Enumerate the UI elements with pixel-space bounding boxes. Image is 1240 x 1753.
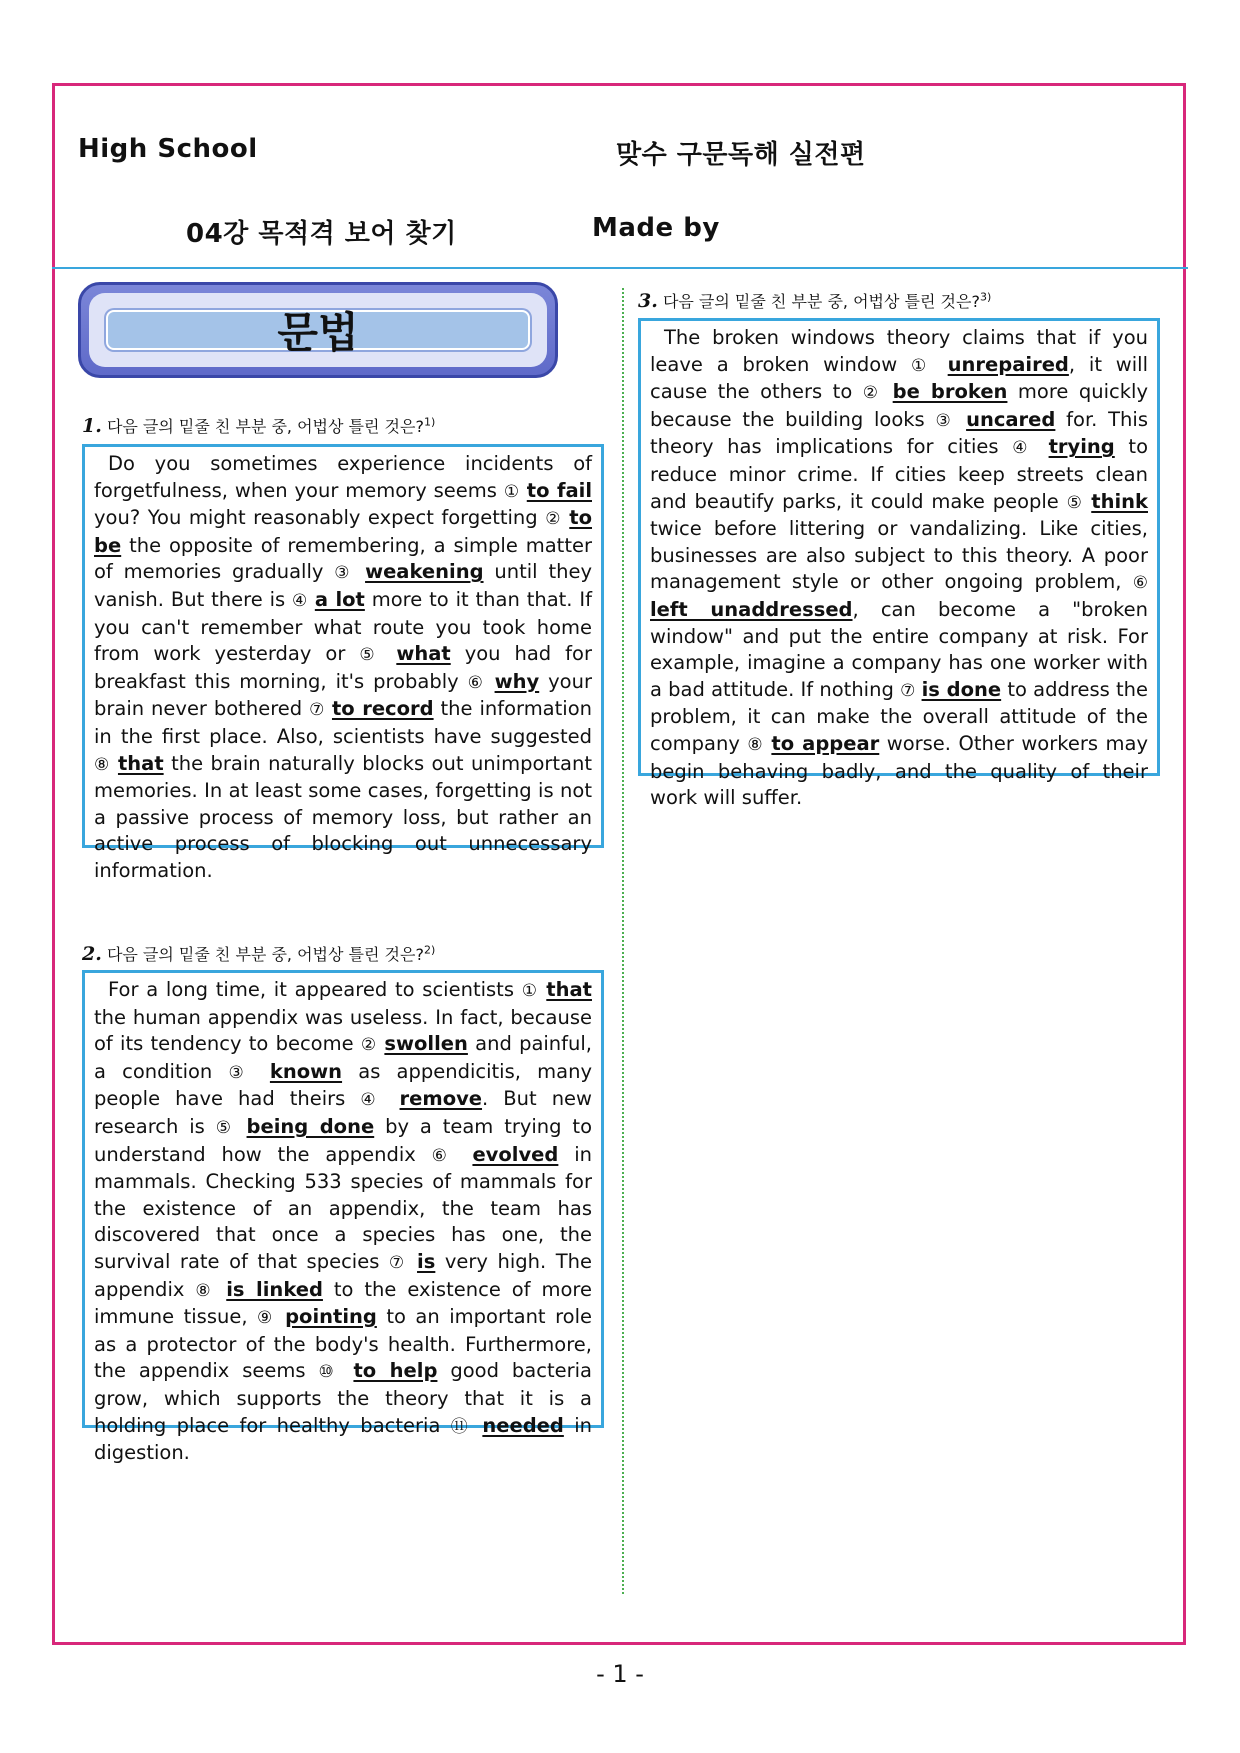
question-1-heading [82, 414, 435, 437]
page-number: - 1 - [596, 1660, 644, 1688]
passage-text [111, 752, 118, 775]
question-2-heading [82, 942, 435, 965]
passage-text [236, 1115, 247, 1138]
passage-text [341, 1359, 354, 1382]
underlined-choice: weakening [365, 560, 484, 584]
underlined-choice: pointing [285, 1305, 377, 1329]
choice-marker: ⑧ [94, 754, 111, 775]
passage-text: in digestion. [94, 1413, 593, 1465]
passage-text [1035, 435, 1049, 458]
question-2-passage [82, 970, 604, 1465]
question-3-footnote: 3) [979, 290, 992, 304]
passage-text: to reduce minor crime. If cities keep streets clean and beautify parks, it could make people [650, 435, 1148, 513]
choice-marker: ⑦ [388, 1252, 408, 1273]
passage-text: to the existence of more immune tissue, [94, 1277, 592, 1329]
choice-marker: ① [910, 355, 934, 376]
choice-marker: ④ [1012, 438, 1035, 459]
choice-marker: ⑤ [1066, 492, 1084, 513]
choice-marker: ⑦ [900, 680, 916, 701]
passage-text [215, 1278, 226, 1301]
passage-text: worse. Other workers may begin behaving badly, and the quality of their work will suffer. [650, 731, 1148, 810]
underlined-choice: be broken [892, 380, 1008, 404]
underlined-choice: that [117, 751, 164, 775]
passage-text: the human appendix was useless. In fact, because of its tendency to become [94, 1005, 592, 1056]
underlined-choice: is [417, 1249, 436, 1273]
passage-text: more quickly because the building looks [650, 380, 1148, 431]
underlined-choice: to appear [771, 731, 880, 755]
passage-text: Do you sometimes experience incidents of forgetfulness, when your memory seems [94, 452, 592, 502]
question-2-text [94, 977, 592, 1467]
underlined-choice: remove [399, 1087, 483, 1111]
passage-text [308, 588, 315, 611]
passage-text: until they vanish. But there is [94, 560, 593, 611]
question-2-number: 2. [82, 943, 102, 965]
passage-text [457, 1143, 473, 1166]
header-lesson-title: 04강 목적격 보어 찾기 [186, 219, 457, 249]
underlined-choice: what [396, 642, 451, 666]
underlined-choice: think [1091, 489, 1148, 513]
question-3-text [650, 325, 1148, 812]
underlined-choice: that [546, 978, 592, 1001]
section-badge [78, 282, 558, 378]
underlined-choice: is linked [226, 1277, 323, 1301]
underlined-choice: needed [482, 1413, 564, 1437]
passage-text: you had for breakfast this morning, it's probably [94, 642, 592, 693]
question-3-passage [638, 318, 1160, 810]
question-1-passage [82, 444, 604, 882]
question-1-text [94, 451, 592, 885]
passage-text [384, 1087, 399, 1110]
choice-marker: ⑩ [318, 1362, 341, 1383]
choice-marker: ⑤ [215, 1117, 236, 1138]
header-book-title: 맞수 구문독해 실전편 [616, 140, 866, 170]
passage-text: in mammals. Checking 533 species of mammals for the existence of an appendix, the team has discovered that once a species has one, the survival rate of that species [94, 1142, 592, 1273]
header-school-level: High School [78, 134, 258, 164]
passage-text: you? You might reasonably expect forgetting [94, 506, 546, 530]
passage-text [486, 670, 495, 693]
choice-marker: ⑦ [309, 700, 326, 721]
header-divider [52, 267, 1188, 269]
passage-text [325, 697, 332, 720]
underlined-choice: a lot [314, 587, 365, 611]
underlined-choice: evolved [472, 1142, 559, 1166]
passage-text: , it will cause the others to [650, 352, 1148, 404]
passage-text [276, 1305, 286, 1328]
header-made-by: Made by [592, 213, 720, 243]
passage-text: good bacteria grow, which supports the theory that it is a holding place for healthy bacteria [94, 1359, 592, 1437]
choice-marker: ④ [360, 1090, 385, 1111]
passage-text: by a team trying to understand how the appendix [94, 1114, 593, 1166]
column-divider [622, 288, 624, 1594]
choice-marker: ⑧ [747, 734, 764, 755]
passage-text [934, 353, 948, 376]
passage-text: more to it than that. If you can't remember what route you took home from work yesterday or [94, 587, 592, 666]
question-1-number: 1. [82, 415, 102, 437]
passage-text [407, 1250, 417, 1273]
underlined-choice: to fail [526, 478, 592, 502]
passage-text [520, 479, 527, 502]
passage-text [354, 560, 365, 583]
passage-text: for. This theory has implications for cities [650, 407, 1148, 459]
choice-marker: ② [360, 1035, 378, 1056]
underlined-choice: is done [921, 677, 1002, 701]
choice-marker: ③ [228, 1062, 254, 1083]
passage-text: twice before littering or vandalizing. Like cities, businesses are also subject to this theory. A poor management style or other ongoing problem, [650, 517, 1148, 594]
passage-text: very high. The appendix [94, 1249, 593, 1301]
passage-text: as appendicitis, many people have had theirs [94, 1059, 592, 1111]
passage-text: The broken windows theory claims that if you leave a broken window [650, 326, 1148, 376]
passage-text [472, 1414, 482, 1437]
underlined-choice: uncared [966, 407, 1056, 431]
underlined-choice: to record [331, 697, 434, 721]
choice-marker: ⑨ [257, 1308, 276, 1329]
question-3-number: 3. [638, 290, 658, 312]
passage-text [382, 642, 396, 665]
choice-marker: ⑧ [195, 1280, 216, 1301]
underlined-choice: being done [246, 1114, 375, 1138]
choice-marker: ⑥ [1132, 573, 1148, 594]
passage-text [955, 408, 966, 431]
passage-text: and painful, a condition [94, 1032, 593, 1083]
underlined-choice: to help [353, 1359, 438, 1383]
underlined-choice: unrepaired [947, 352, 1069, 376]
section-badge-label: 문법 [106, 310, 530, 350]
passage-text: . But new research is [94, 1087, 592, 1138]
question-3-prompt: 다음 글의 밑줄 친 부분 중, 어법상 틀린 것은? [662, 292, 980, 311]
question-1-footnote: 1) [423, 415, 436, 429]
choice-marker: ⑪ [450, 1416, 472, 1437]
choice-marker: ② [862, 383, 883, 404]
passage-text: For a long time, it appeared to scientists [108, 978, 522, 1001]
choice-marker: ④ [292, 590, 308, 611]
choice-marker: ① [521, 981, 539, 1001]
question-3-heading [638, 289, 991, 312]
passage-text [882, 380, 892, 403]
question-2-footnote: 2) [423, 943, 436, 957]
choice-marker: ① [503, 481, 520, 502]
passage-text: to an important role as a protector of the body's health. Furthermore, the appendix seems [94, 1305, 592, 1383]
underlined-choice: to be [94, 506, 592, 557]
question-1-prompt: 다음 글의 밑줄 친 부분 중, 어법상 틀린 것은? [106, 417, 424, 436]
choice-marker: ③ [334, 563, 355, 584]
passage-text: , can become a "broken window" and put the entire company at risk. For example, imagine a company has one worker with a bad attitude. If nothing [650, 597, 1149, 701]
choice-marker: ③ [935, 410, 956, 431]
underlined-choice: left unaddressed [650, 597, 853, 621]
underlined-choice: why [494, 669, 540, 693]
passage-text: to address the problem, it can make the overall attitude of the company [650, 677, 1148, 755]
passage-text: your brain never bothered [94, 669, 592, 721]
choice-marker: ⑤ [359, 645, 383, 666]
passage-text: the information in the first place. Also, scientists have suggested [94, 697, 592, 748]
passage-text [254, 1060, 270, 1083]
choice-marker: ⑥ [467, 672, 486, 693]
underlined-choice: known [269, 1059, 343, 1083]
underlined-choice: trying [1048, 435, 1115, 459]
underlined-choice: swollen [384, 1032, 468, 1056]
passage-text: the opposite of remembering, a simple matter of memories gradually [94, 533, 592, 584]
choice-marker: ⑥ [431, 1145, 457, 1166]
choice-marker: ② [545, 509, 562, 530]
passage-text: the brain naturally blocks out unimportant memories. In at least some cases, forgetting is not a passive process of memory loss, but rather an active process of blocking out unnecessary information. [94, 751, 592, 882]
question-2-prompt: 다음 글의 밑줄 친 부분 중, 어법상 틀린 것은? [106, 945, 424, 964]
